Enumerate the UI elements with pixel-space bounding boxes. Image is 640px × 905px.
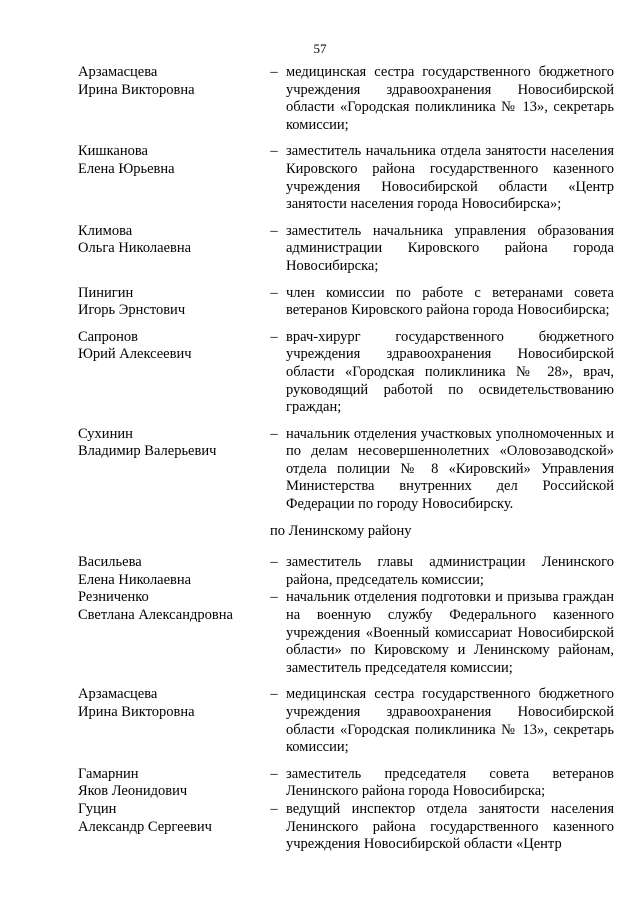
member-position: заместитель начальника отдела занятости населения Кировского района государственного казенного учреждения Новосибирской области «Центр занятости населения города Новосибирска»; [286, 143, 614, 213]
member-surname: Кишканова [78, 143, 148, 160]
member-entry [78, 686, 614, 756]
dash-separator: – [270, 686, 278, 703]
commission-member-list [78, 64, 614, 863]
member-position: начальник отделения участковых уполномоченных и по делам несовершеннолетних «Оловозаводской» отдела полиции № 8 «Кировский» Управления Министерства внутренних дел Российской Федерации по городу Новосибирску. [286, 425, 614, 513]
dash-separator: – [270, 425, 278, 442]
member-entry [78, 223, 614, 276]
dash-separator: – [270, 328, 278, 345]
member-entry [78, 766, 614, 801]
member-name [78, 329, 262, 364]
member-given-names: Светлана Александровна [78, 607, 233, 624]
member-name [78, 766, 262, 801]
member-surname: Сапронов [78, 328, 139, 345]
member-name [78, 554, 262, 589]
dash-separator: – [270, 143, 278, 160]
member-position: врач-хирург государственного бюджетного учреждения здравоохранения Новосибирской области «Городская поликлиника № 28», врач, руководящий работой по освидетельствованию граждан; [286, 328, 614, 416]
member-given-names: Ольга Николаевна [78, 240, 192, 257]
member-name [78, 589, 262, 624]
dash-separator: – [270, 554, 278, 571]
member-given-names: Игорь Эрнстович [78, 302, 186, 319]
member-surname: Арзамасцева [78, 686, 158, 703]
dash-separator: – [270, 800, 278, 817]
member-given-names: Елена Юрьевна [78, 160, 175, 177]
member-entry [78, 285, 614, 320]
member-entry [78, 589, 614, 677]
dash-separator: – [270, 589, 278, 606]
member-given-names: Ирина Викторовна [78, 81, 195, 98]
member-name [78, 223, 262, 258]
member-given-names: Александр Сергеевич [78, 818, 212, 835]
member-entry [78, 801, 614, 854]
member-position: медицинская сестра государственного бюджетного учреждения здравоохранения Новосибирской области «Городская поликлиника № 13», секретарь комиссии; [286, 686, 614, 756]
member-name [78, 686, 262, 721]
member-position: заместитель начальника управления образования администрации Кировского района города Новосибирска; [286, 222, 614, 274]
member-position: начальник отделения подготовки и призыва граждан на военную службу Федерального казенного учреждения «Военный комиссариат Новосибирской области» по Кировскому и Ленинскому районам, заместитель председателя комиссии; [286, 589, 614, 676]
member-surname: Резниченко [78, 589, 149, 606]
member-name [78, 64, 262, 99]
member-entry [78, 143, 614, 213]
member-entry [78, 64, 614, 134]
member-name [78, 285, 262, 320]
member-surname: Васильева [78, 554, 142, 571]
member-given-names: Яков Леонидович [78, 783, 188, 800]
member-surname: Сухинин [78, 425, 133, 442]
member-entry [78, 329, 614, 417]
member-position: медицинская сестра государственного бюджетного учреждения здравоохранения Новосибирской области «Городская поликлиника № 13», секретарь комиссии; [286, 64, 614, 133]
member-position: заместитель главы администрации Ленинского района, председатель комиссии; [286, 554, 614, 588]
dash-separator: – [270, 64, 278, 80]
member-surname: Климова [78, 222, 133, 239]
member-given-names: Юрий Алексеевич [78, 346, 192, 363]
member-surname: Гуцин [78, 800, 117, 817]
member-name [78, 426, 262, 461]
section-heading: по Ленинскому району [270, 522, 412, 539]
member-given-names: Ирина Викторовна [78, 704, 195, 720]
member-position: член комиссии по работе с ветеранами совета ветеранов Кировского района города Новосибирска; [286, 284, 614, 319]
member-surname: Пинигин [78, 284, 134, 301]
member-given-names: Елена Николаевна [78, 571, 192, 588]
dash-separator: – [270, 284, 278, 301]
member-position: заместитель председателя совета ветеранов Ленинского района города Новосибирска; [286, 765, 614, 800]
page-number: 57 [313, 41, 327, 56]
member-surname: Арзамасцева [78, 64, 158, 80]
member-position: ведущий инспектор отдела занятости населения Ленинского района государственного казенного учреждения Новосибирской области «Центр [286, 800, 614, 853]
member-name [78, 143, 262, 178]
dash-separator: – [270, 222, 278, 239]
member-name [78, 801, 262, 836]
member-surname: Гамарнин [78, 765, 139, 782]
member-entry [78, 554, 614, 589]
dash-separator: – [270, 765, 278, 782]
member-given-names: Владимир Валерьевич [78, 443, 217, 460]
member-entry [78, 426, 614, 514]
